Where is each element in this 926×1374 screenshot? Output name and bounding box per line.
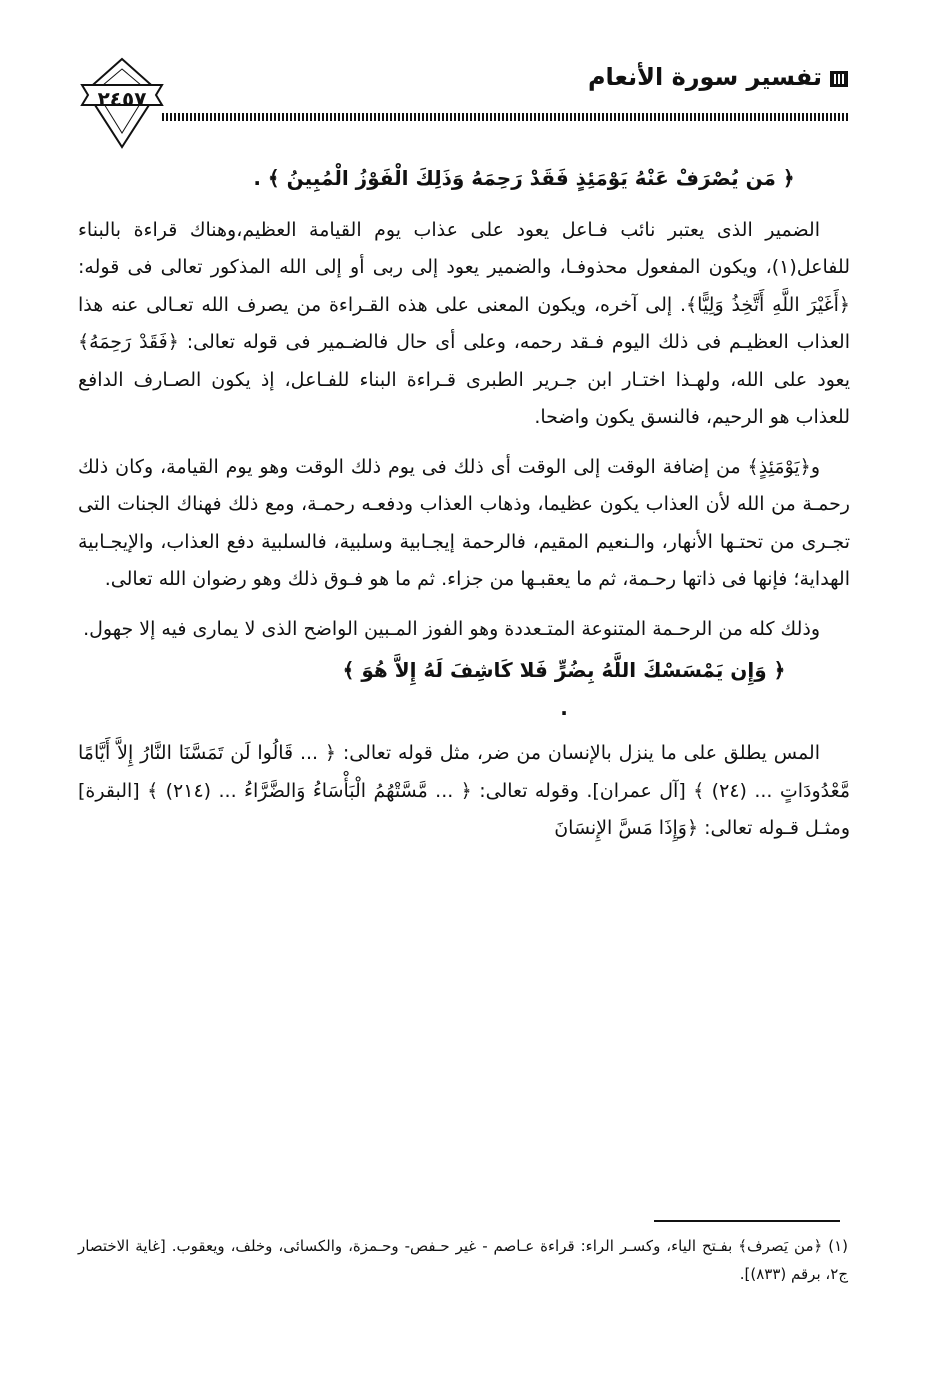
paragraph: وذلك كله من الرحـمة المتنوعة المتـعددة وهو الفوز المـبين الواضح الذى لا يمارى فيه إلا جهول. (83, 617, 820, 640)
page-number-badge (80, 55, 164, 150)
chapter-title: تفسير سورة الأنعام (587, 63, 822, 91)
header-ornament-icon (828, 69, 850, 89)
paragraph: و﴿يَوْمَئِذٍ﴾ من إضافة الوقت إلى الوقت أى ذلك فى يوم ذلك الوقت وهو يوم القيامة، وكان ذلك رحمـة من الله لأن العذاب يكون عظيما، وذهاب العذاب ودفعـه رحمـة، ومع ذلك فهناك الجنات التى تجـرى من تحتـها الأنهار، والـنعيم المقيم، فالرحمة إيجـابية وسلبية، فالسلبية دفع العذاب، والإيجـابية الهداية؛ فإنها فى ذاتها رحـمة، ثم ما يعقبـها من جزاء. ثم ما هو فـوق ذلك وهو رضوان الله تعالى. (78, 455, 850, 590)
page-body (78, 160, 850, 848)
quran-verse-heading: ﴿ وَإِن يَمْسَسْكَ اللَّهُ بِضُرٍّ فَلا كَاشِفَ لَهُ إِلاَّ هُوَ ﴾ . (342, 658, 786, 720)
page-number: ٢٤٥٧ (97, 87, 147, 111)
paragraph: الضمير الذى يعتبر نائب فـاعل يعود على عذاب يوم القيامة العظيم،وهناك قراءة بالبناء للفاعل(١)، ويكون المفعول محذوفـا، والضمير يعود إلى ربى أو إلى الله المذكور تعالى فى قوله: ﴿أَغَيْرَ اللَّهِ أَتَّخِذُ وَلِيًّا﴾. إلى آخره، ويكون المعنى على هذه القـراءة من يصرف الله تعـالى عنه هذا العذاب العظيـم فى ذلك اليوم فـقد رحمه، وعلى أى حال فالضـمير فى قوله تعالى: ﴿فَقَدْ رَحِمَهُ﴾ يعود على الله، ولهـذا اختـار ابن جـرير الطبرى قـراءة البناء للفـاعل، إذ يكون الصـارف الدافع للعذاب هو الرحيم، فالنسق يكون واضحا. (78, 218, 850, 428)
quran-verse-heading: ﴿ مَن يُصْرَفْ عَنْهُ يَوْمَئِذٍ فَقَدْ رَحِمَهُ وَذَلِكَ الْفَوْزُ الْمُبِينُ ﴾ . (253, 166, 795, 190)
footnote: (١) ﴿من يَصرف﴾ بفـتح الياء، وكسـر الراء: قراءة عـاصم - غير حـفص- وحـمزة، والكسائى، وخلف، ويعقوب. [غاية الاختصار ج٢، برقم (٨٣٣)]. (78, 1237, 848, 1283)
header-rule (162, 113, 850, 121)
paragraph: المس يطلق على ما ينزل بالإنسان من ضر، مثل قوله تعالى: ﴿ ... قَالُوا لَن تَمَسَّنَا النَّارُ إِلاَّ أَيَّامًا مَّعْدُودَاتٍ ... (٢٤) ﴾ [آل عمران]. وقوله تعالى: ﴿ ... مَّسَّتْهُمُ الْبَأْسَاءُ وَالضَّرَّاءُ ... (٢١٤) ﴾ [البقرة] ومثـل قـوله تعالى: ﴿وَإِذَا مَسَّ الإِنسَانَ (78, 742, 850, 839)
page-header (80, 55, 850, 150)
footnote-divider (654, 1220, 840, 1222)
